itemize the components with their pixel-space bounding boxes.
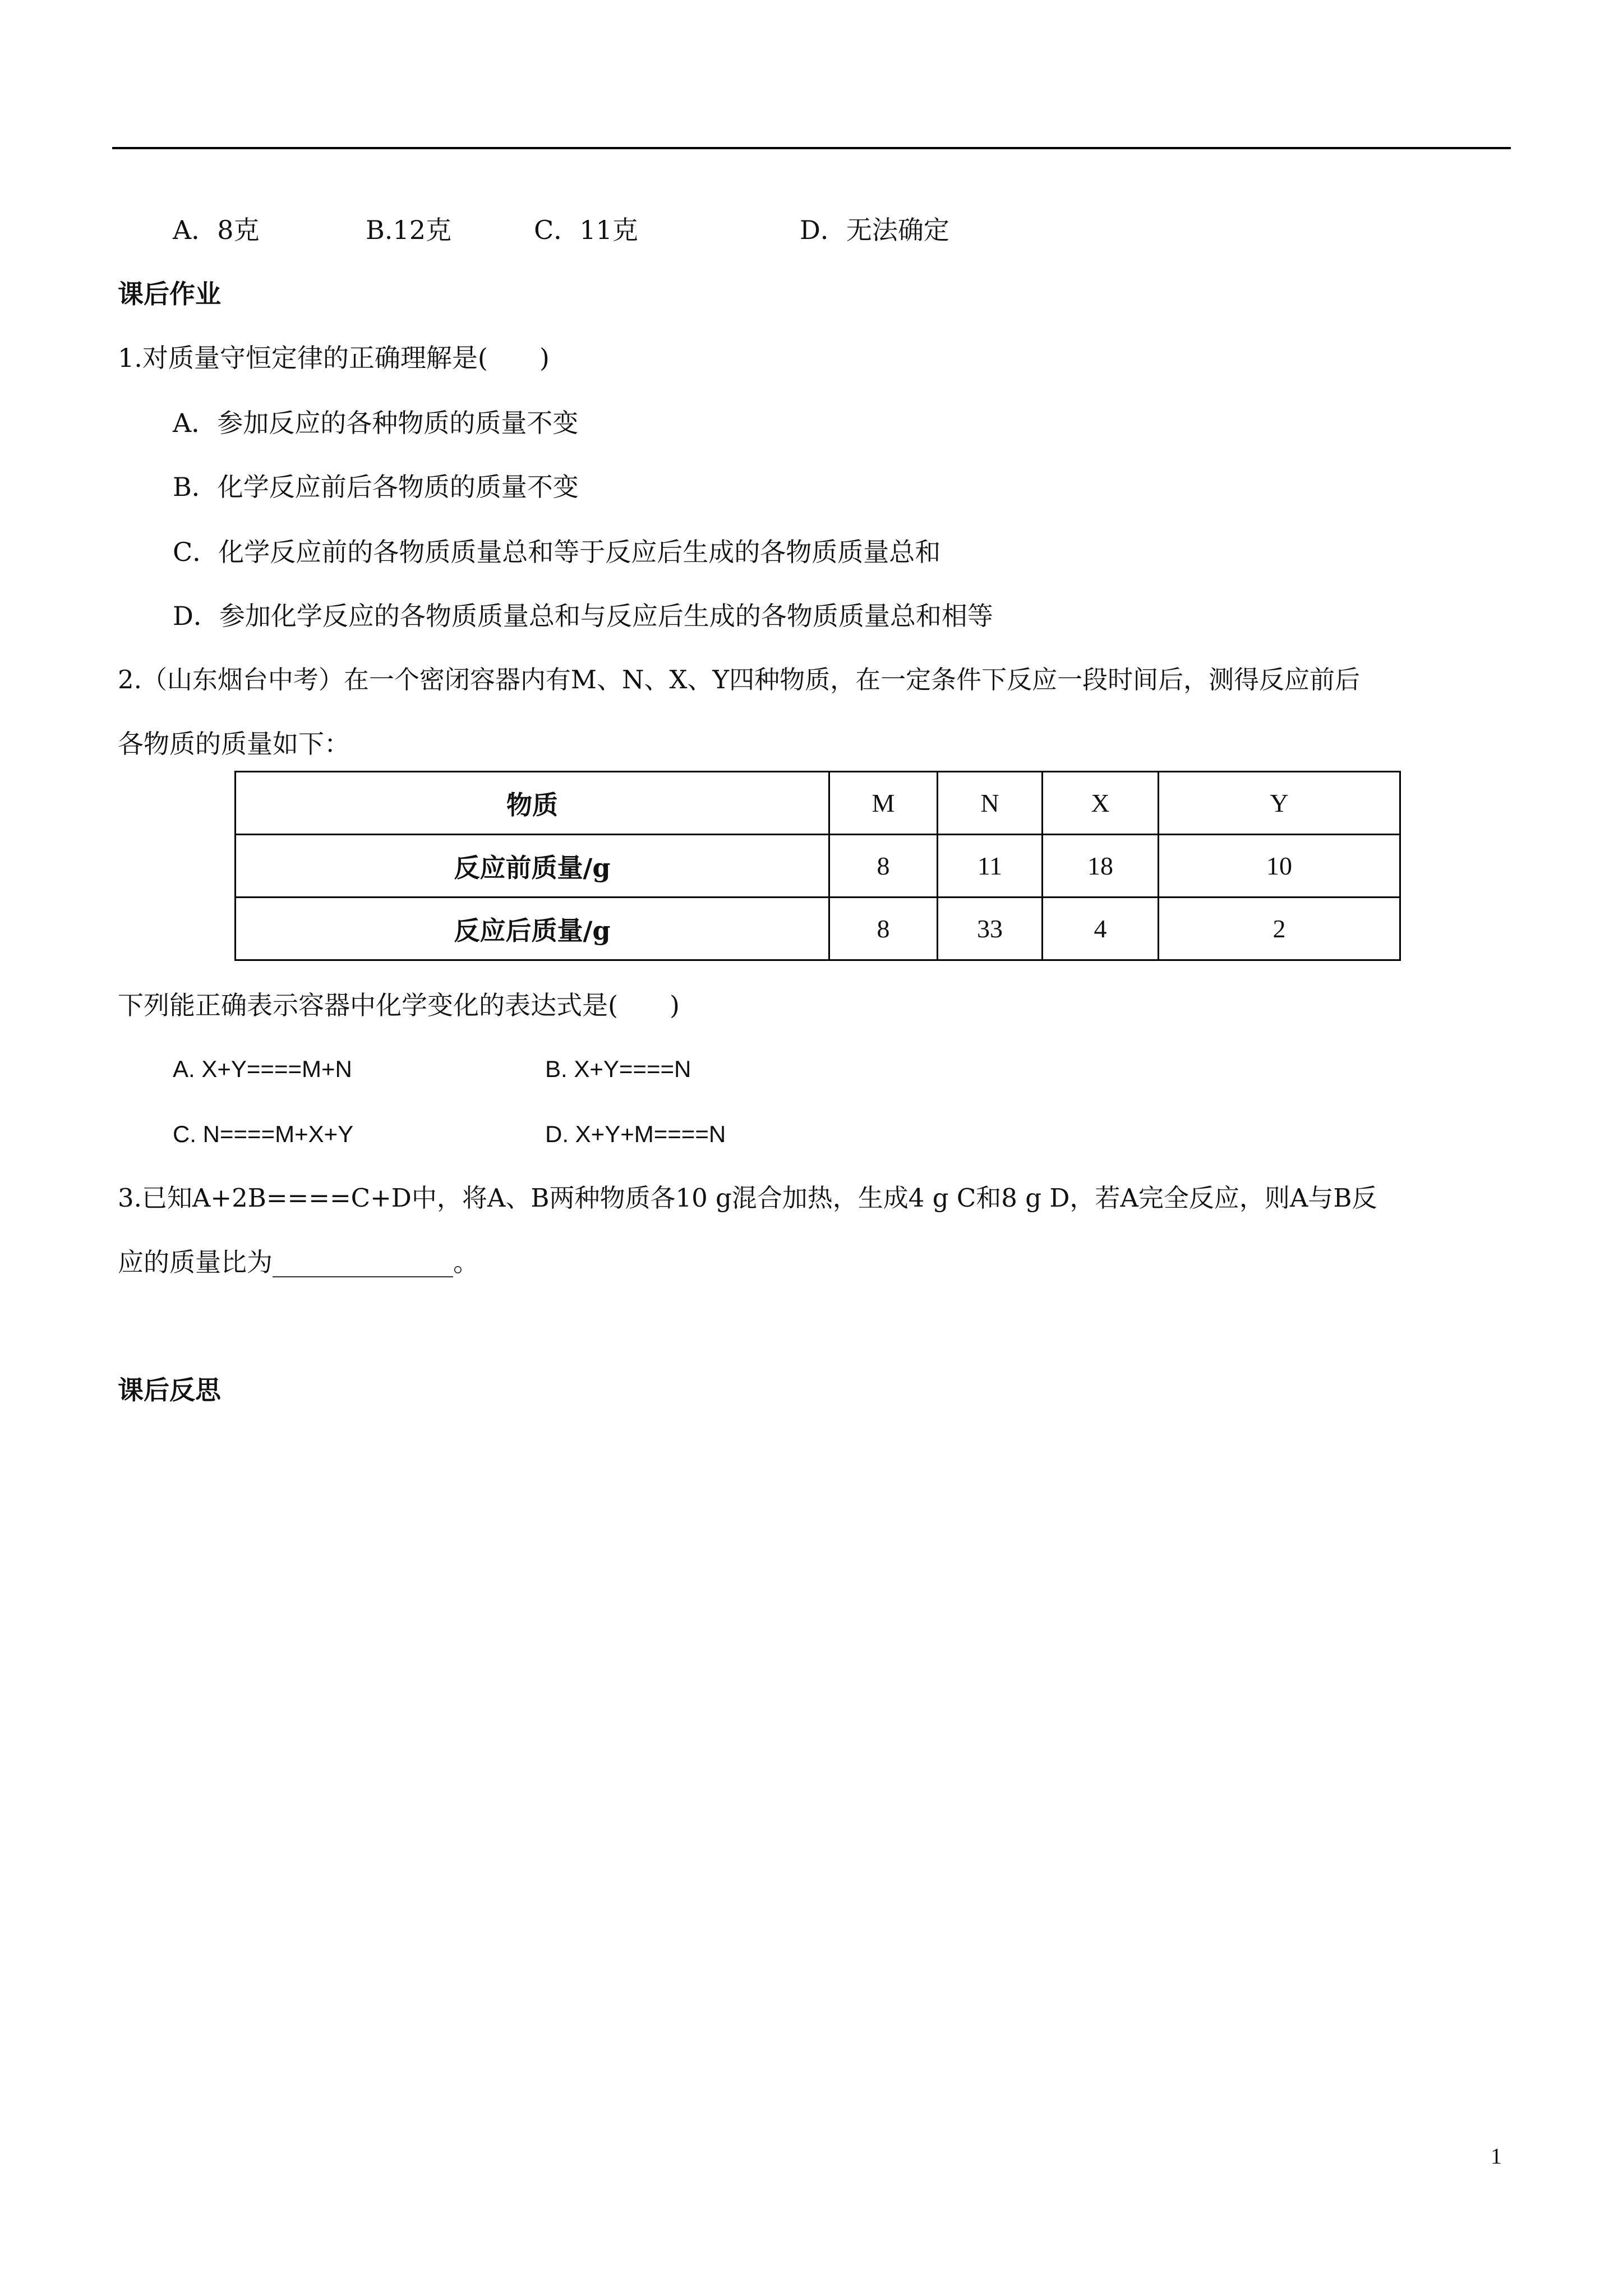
q2-option-a: A. X+Y====M+N	[173, 1056, 352, 1082]
table-row	[236, 835, 1400, 898]
prev-option-d: D．无法确定	[800, 215, 949, 245]
q2-options-row-1	[0, 1053, 1623, 1085]
mass-table	[234, 771, 1401, 961]
homework-heading: 课后作业	[118, 279, 221, 309]
table-cell: N	[938, 772, 1043, 835]
q2-option-b: B. X+Y====N	[545, 1056, 691, 1082]
q1-option-c: C．化学反应前的各物质质量总和等于反应后生成的各物质质量总和	[173, 537, 941, 567]
q2-stem-line2: 各物质的质量如下：	[118, 729, 350, 759]
table-cell: 物质	[236, 772, 829, 835]
table-cell: 11	[938, 835, 1043, 898]
prev-options-row	[0, 214, 1623, 246]
q2-question: 下列能正确表示容器中化学变化的表达式是( )	[118, 990, 680, 1020]
table-cell: 10	[1159, 835, 1400, 898]
table-cell: X	[1043, 772, 1159, 835]
table-cell: Y	[1159, 772, 1400, 835]
table-cell: 18	[1043, 835, 1159, 898]
q1-stem: 1.对质量守恒定律的正确理解是( )	[118, 343, 550, 373]
table-row	[236, 898, 1400, 960]
q3-line1: 3.已知A+2B====C+D中，将A、B两种物质各10 g混合加热，生成4 g C和8 g D，若A完全反应，则A与B反	[118, 1183, 1377, 1213]
q1-option-a: A．参加反应的各种物质的质量不变	[173, 408, 579, 438]
table-cell: 8	[829, 898, 938, 960]
table-cell: 反应前质量/g	[236, 835, 829, 898]
prev-option-b: B.12克	[366, 215, 451, 245]
q2-stem-line1: 2.（山东烟台中考）在一个密闭容器内有M、N、X、Y四种物质，在一定条件下反应一段时间后，测得反应前后	[118, 665, 1361, 694]
table-cell: 2	[1159, 898, 1400, 960]
table-cell: 反应后质量/g	[236, 898, 829, 960]
header-rule	[112, 147, 1511, 149]
q3-line2: 应的质量比为______________。	[118, 1247, 479, 1277]
table-cell: M	[829, 772, 938, 835]
table-cell: 33	[938, 898, 1043, 960]
table-cell: 4	[1043, 898, 1159, 960]
q2-options-row-2	[0, 1119, 1623, 1150]
table-cell: 8	[829, 835, 938, 898]
prev-option-a: A．8克	[173, 215, 260, 245]
q1-option-d: D．参加化学反应的各物质质量总和与反应后生成的各物质质量总和相等	[173, 601, 993, 631]
prev-option-c: C．11克	[534, 215, 638, 245]
reflection-heading: 课后反思	[118, 1375, 221, 1405]
table-header-row	[236, 772, 1400, 835]
page-number: 1	[1491, 2143, 1502, 2169]
q2-option-c: C. N====M+X+Y	[173, 1121, 354, 1147]
q1-option-b: B．化学反应前后各物质的质量不变	[173, 472, 579, 502]
q2-option-d: D. X+Y+M====N	[545, 1121, 726, 1147]
